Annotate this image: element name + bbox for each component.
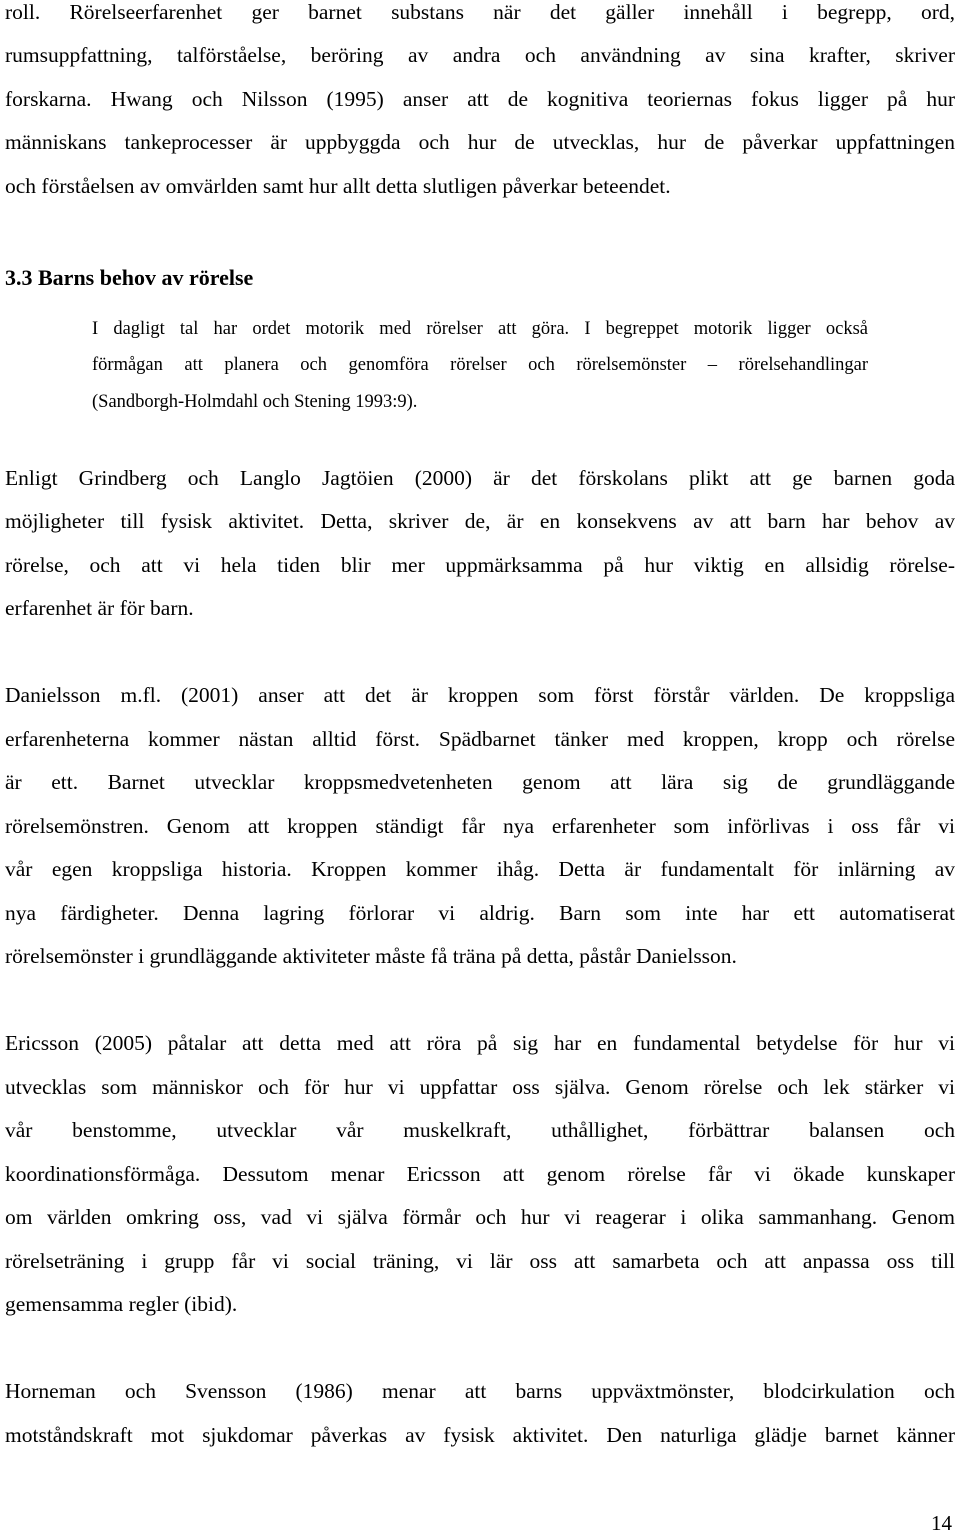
paragraph-4-line-3: är ett. Barnet utvecklar kroppsmedvetenheten genom att lära sig de grundläggande	[5, 770, 955, 794]
paragraph-3-line-3: rörelse, och att vi hela tiden blir mer uppmärksamma på hur viktig en allsidig rörelse-	[5, 553, 955, 577]
paragraph-4-line-4: rörelsemönstren. Genom att kroppen ständigt får nya erfarenheter som införlivas i oss får vi	[5, 814, 955, 838]
paragraph-5-line-6: rörelseträning i grupp får vi social träning, vi lär oss att samarbeta och att anpassa oss till	[5, 1249, 955, 1273]
paragraph-5-line-3: vår benstomme, utvecklar vår muskelkraft, uthållighet, förbättrar balansen och	[5, 1118, 955, 1142]
paragraph-2-line-2: förmågan att planera och genomföra rörelser och rörelsemönster – rörelsehandlingar	[92, 355, 868, 375]
paragraph-1-line-1: roll. Rörelseerfarenhet ger barnet substans när det gäller innehåll i begrepp, ord,	[5, 0, 955, 24]
paragraph-1-line-2: rumsuppfattning, talförståelse, beröring av andra och användning av sina krafter, skriver	[5, 43, 955, 67]
paragraph-6-line-1: Horneman och Svensson (1986) menar att barns uppväxtmönster, blodcirkulation och	[5, 1379, 955, 1403]
paragraph-5-line-2: utvecklas som människor och för hur vi uppfattar oss själva. Genom rörelse och lek stärker vi	[5, 1075, 955, 1099]
paragraph-4-line-1: Danielsson m.fl. (2001) anser att det är kroppen som först förstår världen. De kroppsliga	[5, 683, 955, 707]
paragraph-1-line-3: forskarna. Hwang och Nilsson (1995) anser att de kognitiva teoriernas fokus ligger på hur	[5, 87, 955, 111]
paragraph-5-line-1: Ericsson (2005) påtalar att detta med att röra på sig har en fundamental betydelse för hur vi	[5, 1031, 955, 1055]
paragraph-5-line-5: om världen omkring oss, vad vi själva förmår och hur vi reagerar i olika sammanhang. Genom	[5, 1205, 955, 1229]
paragraph-3-line-1: Enligt Grindberg och Langlo Jagtöien (2000) är det förskolans plikt att ge barnen goda	[5, 466, 955, 490]
paragraph-4-line-7: rörelsemönster i grundläggande aktiviteter måste få träna på detta, påstår Danielsson.	[5, 944, 737, 968]
page-number: 14	[931, 1511, 952, 1535]
paragraph-4-line-5: vår egen kroppsliga historia. Kroppen kommer ihåg. Detta är fundamentalt för inlärning av	[5, 857, 955, 881]
paragraph-5-line-7: gemensamma regler (ibid).	[5, 1292, 238, 1316]
paragraph-1-line-5: och förståelsen av omvärlden samt hur allt detta slutligen påverkar beteendet.	[5, 174, 671, 198]
paragraph-2-line-3: (Sandborgh-Holmdahl och Stening 1993:9).	[92, 392, 418, 412]
paragraph-3-line-2: möjligheter till fysisk aktivitet. Detta, skriver de, är en konsekvens av att barn har behov av	[5, 509, 955, 533]
paragraph-1-line-4: människans tankeprocesser är uppbyggda och hur de utvecklas, hur de påverkar uppfattningen	[5, 130, 955, 154]
paragraph-2-line-1: I dagligt tal har ordet motorik med rörelser att göra. I begreppet motorik ligger också	[92, 319, 868, 339]
paragraph-4-line-2: erfarenheterna kommer nästan alltid först. Spädbarnet tänker med kroppen, kropp och rörelse	[5, 727, 955, 751]
paragraph-6-line-2: motståndskraft mot sjukdomar påverkas av fysisk aktivitet. Den naturliga glädje barnet känner	[5, 1423, 955, 1447]
paragraph-5-line-4: koordinationsförmåga. Dessutom menar Ericsson att genom rörelse får vi ökade kunskaper	[5, 1162, 955, 1186]
paragraph-4-line-6: nya färdigheter. Denna lagring förlorar vi aldrig. Barn som inte har ett automatiserat	[5, 901, 955, 925]
paragraph-3-line-4: erfarenhet är för barn.	[5, 596, 194, 620]
section-heading: 3.3 Barns behov av rörelse	[5, 265, 254, 290]
